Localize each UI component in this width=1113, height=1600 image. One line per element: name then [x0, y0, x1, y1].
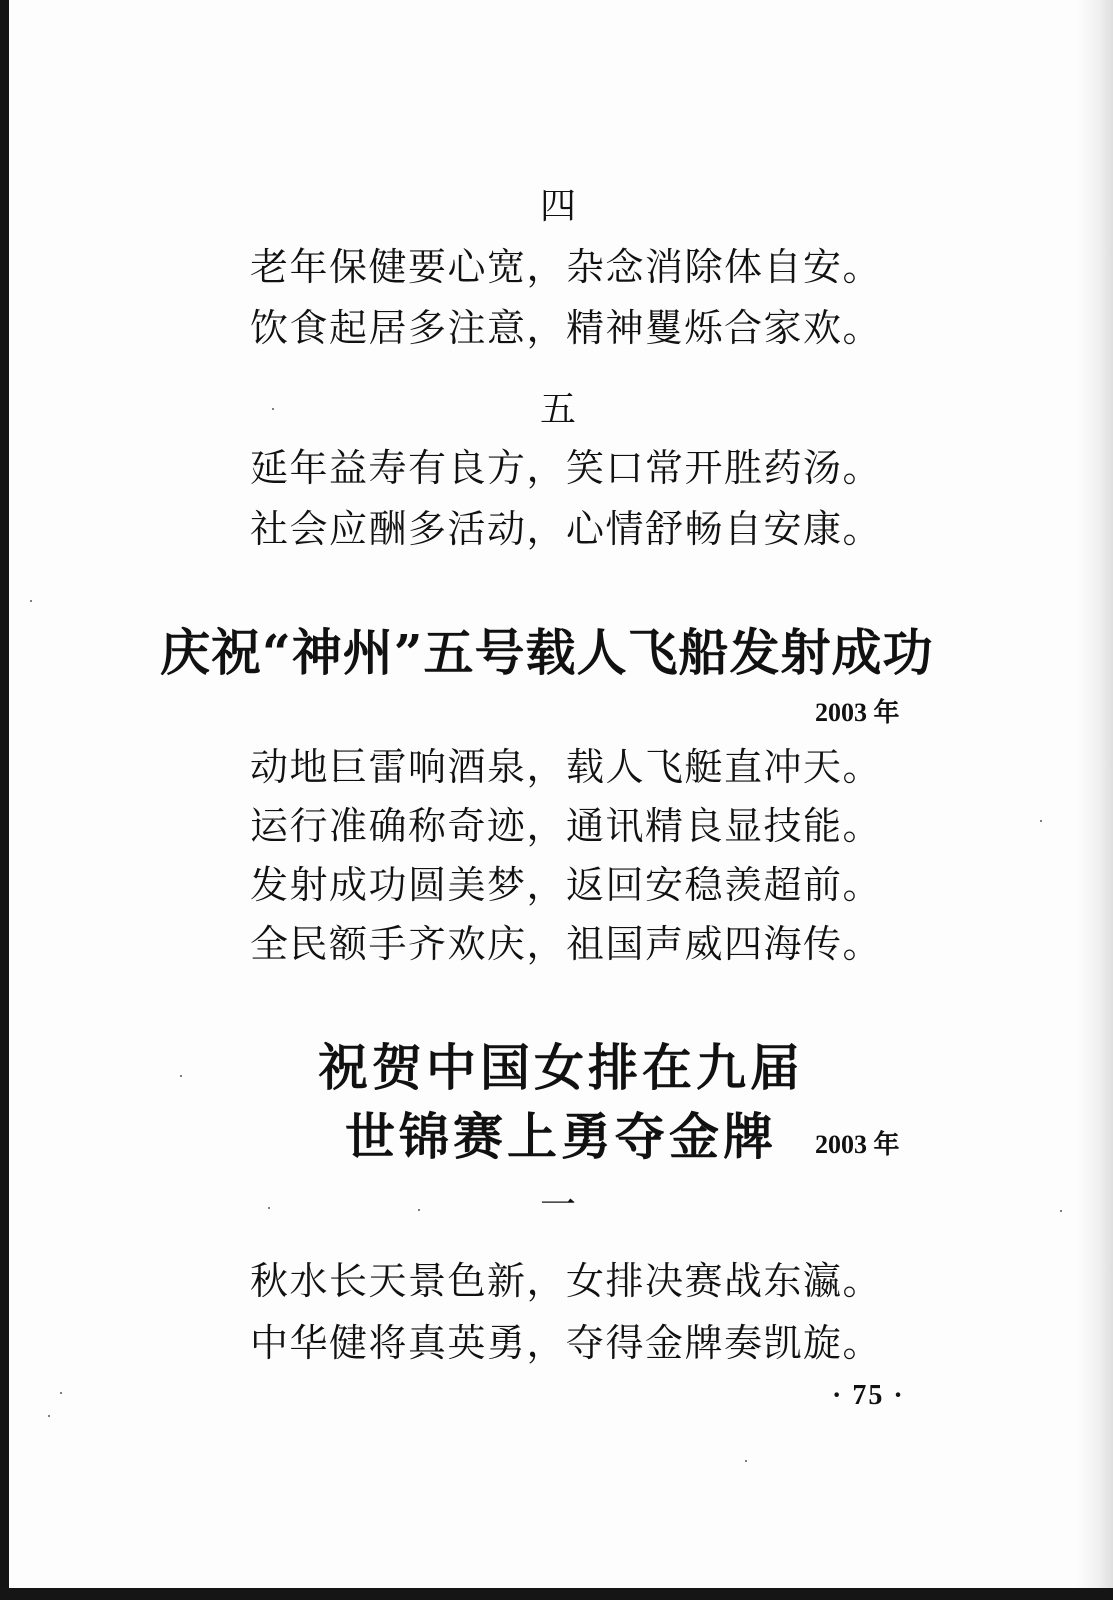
- scan-speck: [48, 1415, 50, 1417]
- poem-year-volleyball: 2003 年: [815, 1130, 900, 1159]
- page-number: · 75 ·: [832, 1380, 905, 1411]
- scan-left-edge: [0, 0, 9, 1600]
- verse-line: 中华健将真英勇，夺得金牌奏凯旋。: [250, 1321, 883, 1365]
- scan-speck: [180, 1075, 182, 1077]
- scan-bottom-edge: [0, 1588, 1113, 1600]
- poem-title-shenzhou: 庆祝“神州”五号载人飞船发射成功: [160, 623, 934, 682]
- verse-line: 发射成功圆美梦，返回安稳羡超前。: [250, 863, 883, 907]
- section-number-4: 四: [540, 186, 577, 227]
- scan-speck: [268, 1207, 270, 1209]
- scan-speck: [418, 1209, 420, 1211]
- verse-line: 老年保健要心宽，杂念消除体自安。: [250, 245, 883, 289]
- verse-line: 社会应酬多活动，心情舒畅自安康。: [250, 507, 883, 551]
- verse-line: 延年益寿有良方，笑口常开胜药汤。: [250, 446, 883, 490]
- scan-right-shade: [1076, 0, 1113, 1600]
- verse-line: 动地巨雷响酒泉，载人飞艇直冲天。: [250, 745, 883, 789]
- poem-title-volleyball-line-1: 祝贺中国女排在九届: [318, 1038, 804, 1097]
- poem-year-shenzhou: 2003 年: [815, 698, 900, 727]
- scan-speck: [745, 1460, 747, 1462]
- section-number-1: 一: [540, 1185, 577, 1226]
- verse-line: 饮食起居多注意，精神矍烁合家欢。: [250, 306, 883, 350]
- scan-speck: [272, 408, 274, 410]
- scan-speck: [1060, 1210, 1062, 1212]
- section-number-5: 五: [540, 389, 577, 430]
- scan-speck: [30, 600, 32, 602]
- verse-line: 运行准确称奇迹，通讯精良显技能。: [250, 804, 883, 848]
- scan-speck: [60, 1392, 62, 1394]
- scan-speck: [1040, 820, 1042, 822]
- verse-line: 秋水长天景色新，女排决赛战东瀛。: [250, 1259, 883, 1303]
- poem-title-volleyball-line-2: 世锦赛上勇夺金牌: [345, 1107, 777, 1166]
- verse-line: 全民额手齐欢庆，祖国声威四海传。: [250, 922, 883, 966]
